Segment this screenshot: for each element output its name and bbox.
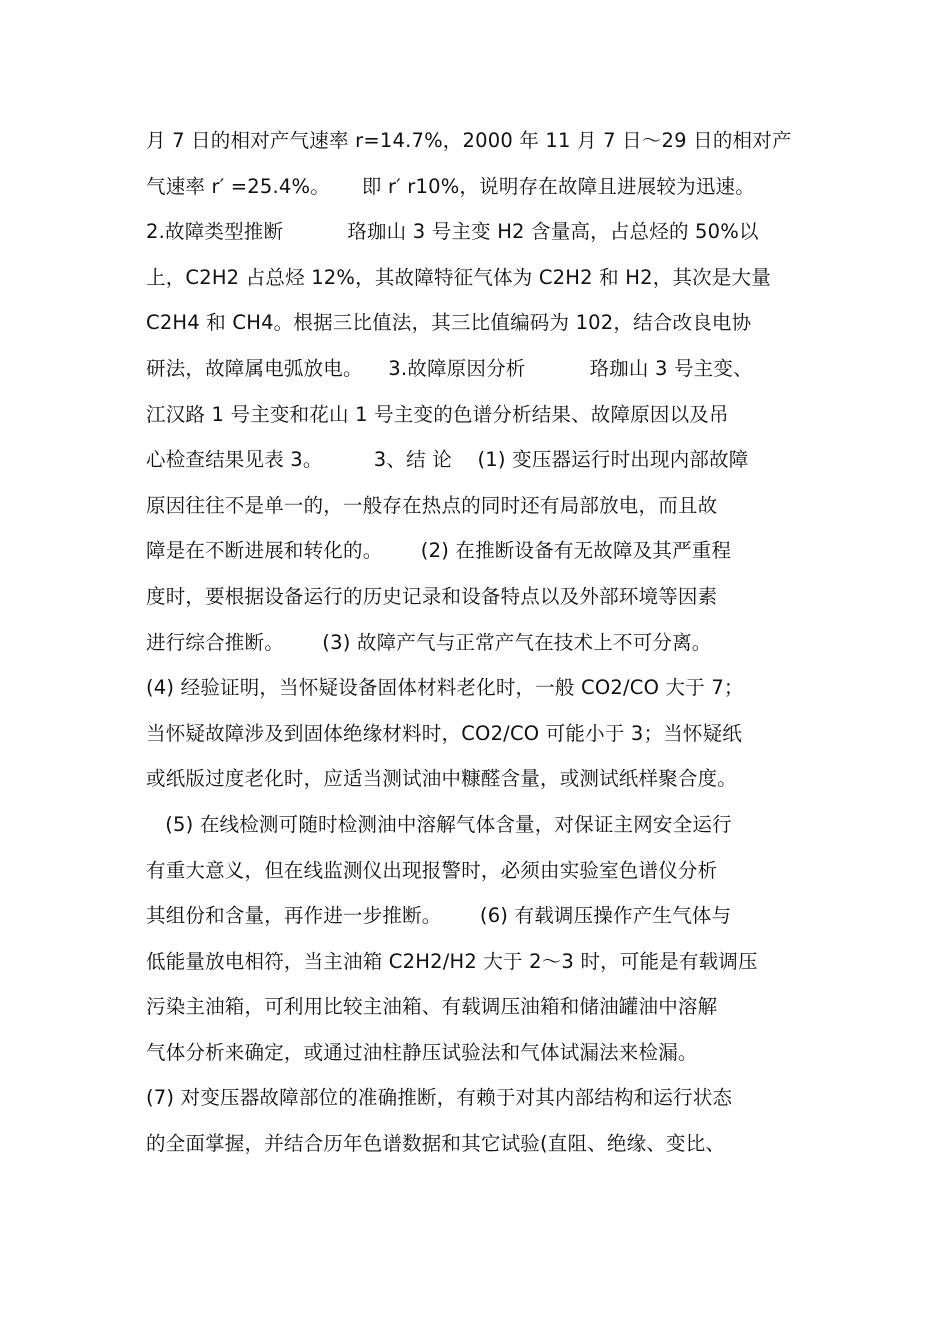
document-body — [146, 118, 826, 1167]
text-line: 上，C2H2 占总烃 12%，其故障特征气体为 C2H2 和 H2，其次是大量 — [146, 265, 771, 289]
text-line: (5) 在线检测可随时检测油中溶解气体含量，对保证主网安全运行 — [146, 812, 732, 836]
text-line: 气体分析来确定，或通过油柱静压试验法和气体试漏法来检漏。 — [146, 1040, 698, 1064]
text-line: (4) 经验证明，当怀疑设备固体材料老化时，一般 CO2/CO 大于 7； — [146, 676, 744, 700]
text-line: 2.故障类型推断 珞珈山 3 号主变 H2 含量高，占总烃的 50%以 — [146, 220, 759, 244]
text-line: 心检查结果见表 3。 3、结 论 (1) 变压器运行时出现内部故障 — [146, 448, 749, 472]
text-line: 当怀疑故障涉及到固体绝缘材料时，CO2/CO 可能小于 3；当怀疑纸 — [146, 721, 743, 745]
text-line: 有重大意义，但在线监测仪出现报警时，必须由实验室色谱仪分析 — [146, 858, 718, 882]
text-line: 污染主油箱，可利用比较主油箱、有载调压油箱和储油罐油中溶解 — [146, 995, 718, 1019]
text-line: 江汉路 1 号主变和花山 1 号主变的色谱分析结果、故障原因以及吊 — [146, 402, 729, 426]
text-line: 的全面掌握，并结合历年色谱数据和其它试验(直阻、绝缘、变比、 — [146, 1132, 726, 1156]
text-line: 研法，故障属电弧放电。 3.故障原因分析 珞珈山 3 号主变、 — [146, 356, 753, 380]
text-line: 气速率 r′ =25.4%。 即 r′ r10%，说明存在故障且进展较为迅速。 — [146, 174, 755, 198]
text-line: 进行综合推断。 (3) 故障产气与正常产气在技术上不可分离。 — [146, 630, 712, 654]
text-line: 度时，要根据设备运行的历史记录和设备特点以及外部环境等因素 — [146, 584, 718, 608]
text-line: 原因往往不是单一的，一般存在热点的同时还有局部放电，而且故 — [146, 493, 718, 517]
text-line: C2H4 和 CH4。根据三比值法，其三比值编码为 102，结合改良电协 — [146, 311, 752, 335]
text-line: 低能量放电相符，当主油箱 C2H2/H2 大于 2～3 时，可能是有载调压 — [146, 949, 758, 973]
text-line: 或纸版过度老化时，应适当测试油中糠醛含量，或测试纸样聚合度。 — [146, 767, 738, 791]
text-line: 月 7 日的相对产气速率 r=14.7%，2000 年 11 月 7 日～29 日的相对产 — [146, 129, 792, 152]
text-line: (7) 对变压器故障部位的准确推断，有赖于对其内部结构和运行状态 — [146, 1086, 733, 1110]
text-line: 其组份和含量，再作进一步推断。 (6) 有载调压操作产生气体与 — [146, 904, 732, 928]
text-line: 障是在不断进展和转化的。 (2) 在推断设备有无故障及其严重程 — [146, 539, 732, 563]
